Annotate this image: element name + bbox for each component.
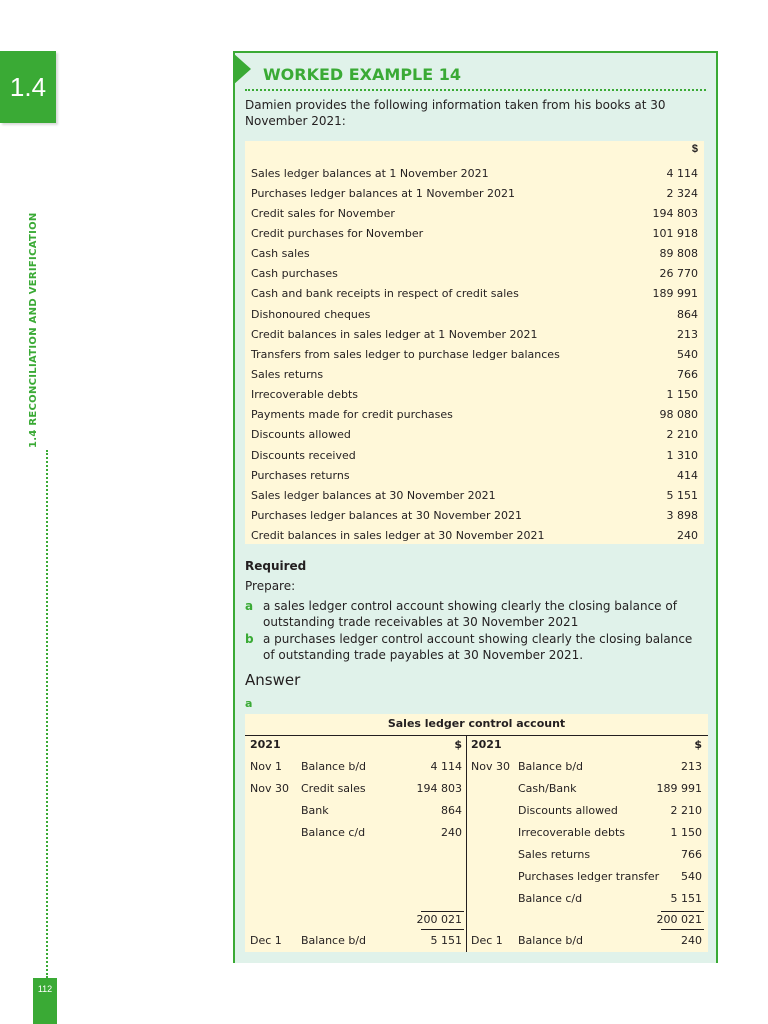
info-value: 2 324 bbox=[666, 186, 698, 200]
title-dotted-rule bbox=[245, 89, 706, 91]
info-label: Payments made for credit purchases bbox=[251, 408, 453, 422]
ledger-row-desc: Irrecoverable debts bbox=[518, 826, 626, 839]
info-label: Credit purchases for November bbox=[251, 226, 424, 240]
required-item-a bbox=[245, 598, 705, 630]
info-label: Cash sales bbox=[251, 247, 310, 261]
right-total-bottom-rule bbox=[661, 929, 704, 930]
information-table bbox=[245, 141, 704, 544]
info-value: 3 898 bbox=[666, 509, 698, 523]
info-value: 240 bbox=[677, 529, 698, 543]
info-row bbox=[251, 324, 698, 344]
info-value: 89 808 bbox=[659, 247, 698, 261]
info-label: Cash purchases bbox=[251, 267, 338, 281]
ledger-row-amount: 2 210 bbox=[670, 804, 702, 817]
required-item-text: a purchases ledger control account showing clearly the closing balance of outstanding trade payables at 30 November 2021. bbox=[263, 632, 693, 662]
ledger-right-year: 2021 bbox=[471, 738, 502, 751]
info-row bbox=[251, 183, 698, 203]
ledger-row-amount: 189 991 bbox=[656, 782, 702, 795]
ledger-row-amount: 194 803 bbox=[416, 782, 462, 795]
info-value: 864 bbox=[677, 307, 698, 321]
info-label: Discounts received bbox=[251, 448, 356, 462]
info-label: Discounts allowed bbox=[251, 428, 351, 442]
required-item-b bbox=[245, 631, 705, 663]
answer-heading: Answer bbox=[245, 671, 301, 689]
ledger-row-amount: 240 bbox=[441, 826, 462, 839]
ledger-row-desc: Credit sales bbox=[301, 782, 366, 795]
required-item-label: b bbox=[245, 632, 254, 646]
info-value: 194 803 bbox=[652, 206, 698, 220]
info-row bbox=[251, 264, 698, 284]
info-value: 2 210 bbox=[666, 428, 698, 442]
worked-example-title: WORKED EXAMPLE 14 bbox=[263, 65, 462, 84]
intro-text: Damien provides the following information taken from his books at 30 November 2021: bbox=[245, 98, 666, 128]
info-value: 26 770 bbox=[659, 267, 698, 281]
ledger-row-amount: 864 bbox=[441, 804, 462, 817]
info-label: Dishonoured cheques bbox=[251, 307, 371, 321]
info-row bbox=[251, 485, 698, 505]
info-row bbox=[251, 203, 698, 223]
arrow-marker-icon bbox=[233, 53, 251, 85]
info-value: 540 bbox=[677, 347, 698, 361]
info-label: Sales ledger balances at 1 November 2021 bbox=[251, 166, 489, 180]
info-value: 1 150 bbox=[666, 388, 698, 402]
ledger-row-date: Nov 30 bbox=[471, 760, 510, 773]
info-label: Sales ledger balances at 30 November 2021 bbox=[251, 488, 496, 502]
ledger-right-total: 200 021 bbox=[656, 913, 702, 926]
ledger-title: Sales ledger control account bbox=[387, 717, 566, 730]
worked-example-box bbox=[233, 51, 718, 963]
ledger-row-desc: Purchases ledger transfer bbox=[518, 870, 660, 883]
info-row bbox=[251, 445, 698, 465]
ledger-row-amount: 766 bbox=[681, 848, 702, 861]
info-row bbox=[251, 526, 698, 546]
ledger-row-date: Nov 1 bbox=[250, 760, 282, 773]
info-label: Transfers from sales ledger to purchase ledger balances bbox=[251, 347, 560, 361]
ledger-closing-date: Dec 1 bbox=[250, 934, 282, 947]
ledger-left-currency: $ bbox=[454, 738, 462, 751]
info-label: Credit balances in sales ledger at 1 November 2021 bbox=[251, 327, 538, 341]
info-label: Credit balances in sales ledger at 30 November 2021 bbox=[251, 529, 545, 543]
info-value: 189 991 bbox=[652, 287, 698, 301]
ledger-row-desc: Balance b/d bbox=[301, 760, 367, 773]
ledger-row-desc: Balance c/d bbox=[518, 892, 583, 905]
ledger-row-amount: 1 150 bbox=[670, 826, 702, 839]
answer-part-label: a bbox=[245, 697, 253, 710]
ledger-row-amount: 540 bbox=[681, 870, 702, 883]
ledger-closing-desc: Balance b/d bbox=[301, 934, 367, 947]
ledger-row-amount: 213 bbox=[681, 760, 702, 773]
info-value: 1 310 bbox=[666, 448, 698, 462]
currency-header: $ bbox=[691, 143, 698, 155]
prepare-text: Prepare: bbox=[245, 579, 296, 593]
info-row bbox=[251, 365, 698, 385]
sales-ledger-control-account bbox=[245, 714, 708, 952]
ledger-closing-desc: Balance b/d bbox=[518, 934, 584, 947]
info-value: 98 080 bbox=[659, 408, 698, 422]
required-item-label: a bbox=[245, 599, 254, 613]
ledger-row-amount: 4 114 bbox=[430, 760, 462, 773]
left-total-bottom-rule bbox=[421, 929, 464, 930]
info-label: Irrecoverable debts bbox=[251, 388, 359, 402]
ledger-left-year: 2021 bbox=[250, 738, 281, 751]
info-value: 766 bbox=[677, 368, 698, 381]
ledger-right-currency: $ bbox=[694, 738, 702, 751]
required-item-text: a sales ledger control account showing clearly the closing balance of outstanding trade receivables at 30 November 2021 bbox=[263, 599, 677, 629]
ledger-row-desc: Cash/Bank bbox=[518, 782, 577, 795]
section-side-title: 1.4 RECONCILIATION AND VERIFICATION bbox=[28, 212, 39, 448]
info-row bbox=[251, 284, 698, 304]
info-row bbox=[251, 385, 698, 405]
ledger-closing-date: Dec 1 bbox=[471, 934, 503, 947]
info-row bbox=[251, 425, 698, 445]
ledger-closing-amount: 240 bbox=[681, 934, 702, 947]
ledger-row-desc: Bank bbox=[301, 804, 329, 817]
page-number: 112 bbox=[33, 978, 57, 1024]
ledger-center-rule bbox=[466, 736, 467, 952]
info-label: Purchases ledger balances at 30 November 2021 bbox=[251, 509, 523, 523]
ledger-row-date: Nov 30 bbox=[250, 782, 289, 795]
chapter-tab bbox=[0, 51, 56, 123]
info-row bbox=[251, 405, 698, 425]
info-label: Credit sales for November bbox=[251, 206, 395, 220]
required-heading: Required bbox=[245, 559, 307, 573]
info-row bbox=[251, 344, 698, 364]
chapter-number: 1.4 bbox=[9, 71, 47, 102]
info-label: Cash and bank receipts in respect of credit sales bbox=[251, 287, 519, 301]
ledger-left-total: 200 021 bbox=[416, 913, 462, 926]
ledger-row-desc: Balance c/d bbox=[301, 826, 366, 839]
info-value: 414 bbox=[677, 468, 698, 482]
info-label: Purchases ledger balances at 1 November 2021 bbox=[251, 186, 516, 200]
ledger-row-desc: Balance b/d bbox=[518, 760, 584, 773]
ledger-closing-amount: 5 151 bbox=[430, 934, 462, 947]
info-row bbox=[251, 223, 698, 243]
ledger-row-desc: Sales returns bbox=[518, 848, 591, 861]
info-value: 213 bbox=[677, 327, 698, 341]
info-value: 4 114 bbox=[666, 166, 698, 180]
ledger-row-desc: Discounts allowed bbox=[518, 804, 618, 817]
info-label: Purchases returns bbox=[251, 468, 350, 482]
info-row bbox=[251, 465, 698, 485]
info-row bbox=[251, 506, 698, 526]
info-row bbox=[251, 304, 698, 324]
info-value: 101 918 bbox=[652, 226, 698, 240]
info-label: Sales returns bbox=[251, 368, 324, 381]
side-dotted-rule bbox=[46, 450, 48, 978]
info-row bbox=[251, 163, 698, 183]
info-row bbox=[251, 244, 698, 264]
info-value: 5 151 bbox=[666, 488, 698, 502]
ledger-row-amount: 5 151 bbox=[670, 892, 702, 905]
